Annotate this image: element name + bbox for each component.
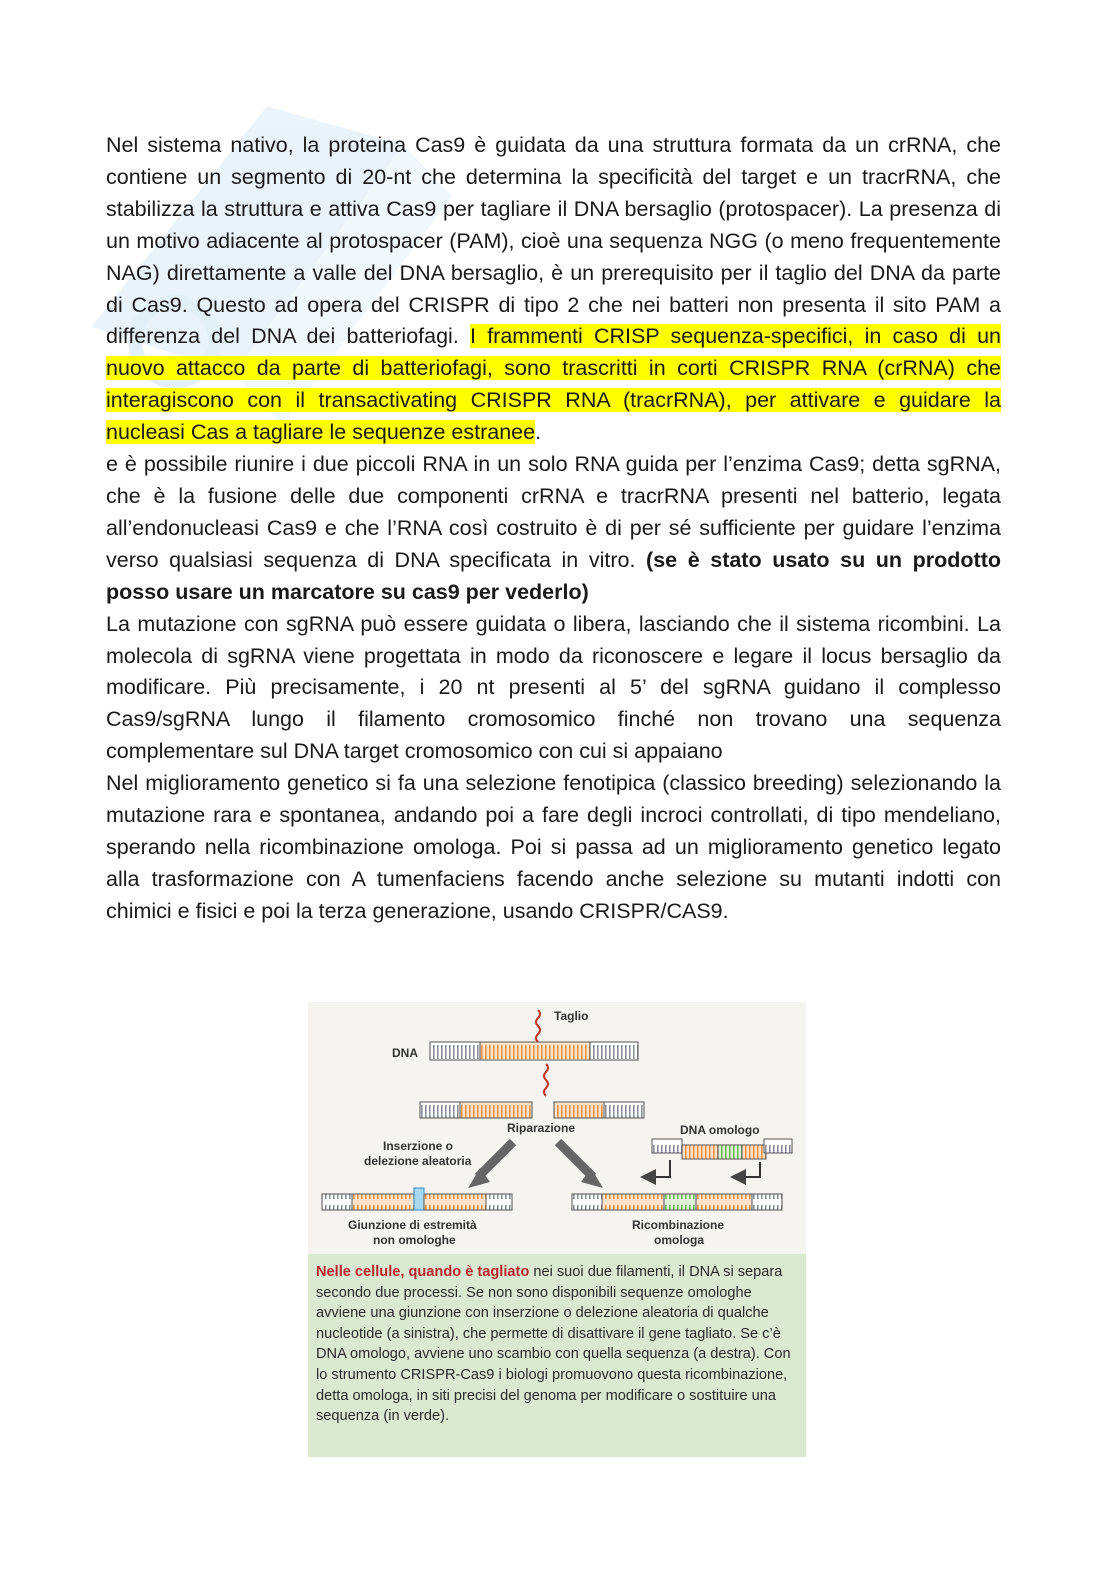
label-dna: DNA [392,1046,418,1060]
figure-diagram [308,1002,806,1254]
dna-hr-result [572,1194,782,1210]
dna-nhej-result [322,1188,512,1210]
paragraph-1-text: Nel sistema nativo, la proteina Cas9 è guidata da una struttura formata da un crRNA, che contiene un segmento di 20-nt che determina la specificità del target e un tracrRNA, che stabilizza la struttura e attiva Cas9 per tagliare il DNA bersaglio (protospacer). La presenza di un motivo adiacente al protospacer (PAM), cioè una sequenza NGG (o meno frequentemente NAG) direttamente a valle del DNA bersaglio, è un prerequisito per il taglio del DNA da parte di Cas9. Questo ad opera del CRISPR di tipo 2 che nei batteri non presenta il sito PAM a differenza del DNA dei batteriofagi. [106,133,1001,349]
paragraph-2-text: e è possibile riunire i due piccoli RNA in un solo RNA guida per l’enzima Cas9; detta sgRNA, che è la fusione delle due componenti crRNA e tracrRNA presenti nel batterio, legata all’endonucleasi Cas9 e che l’RNA così costruito è di per sé sufficiente per guidare l’enzima verso qualsiasi sequenza di DNA specificata in vitro. [106,452,1001,572]
caption-text: nei suoi due filamenti, il DNA si separa secondo due processi. Se non sono disponibili sequenze omologhe avviene una giunzione con inserzione o delezione aleatoria di qualche nucleotide (a sinistra), che permette di disattivare il gene tagliato. Se c’è DNA omologo, avviene uno scambio con quella sequenza (a destra). Con lo strumento CRISPR-Cas9 i biologi promuovono questa ricombinazione, detta omologa, in siti precisi del genoma per modificare o sostituire una sequenza (in verde). [316,1264,791,1425]
figure-caption [308,1254,806,1457]
paragraph-1-end: . [535,420,542,445]
label-giunzione-2: non omologhe [373,1233,456,1247]
label-inserzione-1: Inserzione o [383,1139,454,1153]
arrow-right [558,1142,593,1177]
paragraph-2 [106,449,1001,609]
paragraph-4: Nel miglioramento genetico si fa una selezione fenotipica (classico breeding) selezionando la mutazione rara e spontanea, andando poi a fare degli incroci controllati, di tipo mendeliano, sperando nella ricombinazione omologa. Poi si passa ad un miglioramento genetico legato alla trasformazione con A tumenfaciens facendo anche selezione su mutanti indotti con chimici e fisici e poi la terza generazione, usando CRISPR/CAS9. [106,771,1001,923]
label-riparazione: Riparazione [507,1121,576,1135]
dna-repair-diagram [308,1002,806,1254]
label-taglio: Taglio [554,1009,589,1023]
dna-homologous [652,1139,792,1159]
cut-wave-bottom [544,1064,548,1096]
label-ricombinazione-1: Ricombinazione [632,1218,725,1232]
cut-wave-top [536,1010,540,1042]
insertion-marker [414,1188,424,1210]
document-body [106,130,1001,928]
label-ricombinazione-2: omologa [654,1233,704,1247]
caption-lead: Nelle cellule, quando è tagliato [316,1264,530,1280]
paragraph-1 [106,130,1001,449]
label-dna-omologo: DNA omologo [680,1123,760,1137]
paragraph-3: La mutazione con sgRNA può essere guidata o libera, lasciando che il sistema ricombini. La molecola di sgRNA viene progettata in modo da riconoscere e legare il locus bersaglio da modificare. Più precisamente, i 20 nt presenti al 5’ del sgRNA guidano il complesso Cas9/sgRNA lungo il filamento cromosomico finché non trovano una sequenza complementare sul DNA target cromosomico con cui si appaiano [106,611,1001,764]
arrow-left [478,1142,513,1177]
highlighted-text: I frammenti CRISP sequenza-specifici, in caso di un nuovo attacco da parte di batteriofagi, sono trascritti in corti CRISPR RNA (crRNA) che interagiscono con il transactivating CRISPR RNA (tracrRNA), per attivare e guidare la nucleasi Cas a tagliare le sequenze estranee [106,324,1002,445]
dna-cut-pieces [420,1102,644,1118]
bold-note: (se è stato usato su un prodotto posso usare un marcatore su cas9 per vederlo) [106,547,1002,604]
crispr-repair-figure [308,1002,806,1457]
dna-strand-top [430,1042,638,1060]
label-inserzione-2: delezione aleatoria [364,1154,472,1168]
label-giunzione-1: Giunzione di estremità [348,1218,477,1232]
